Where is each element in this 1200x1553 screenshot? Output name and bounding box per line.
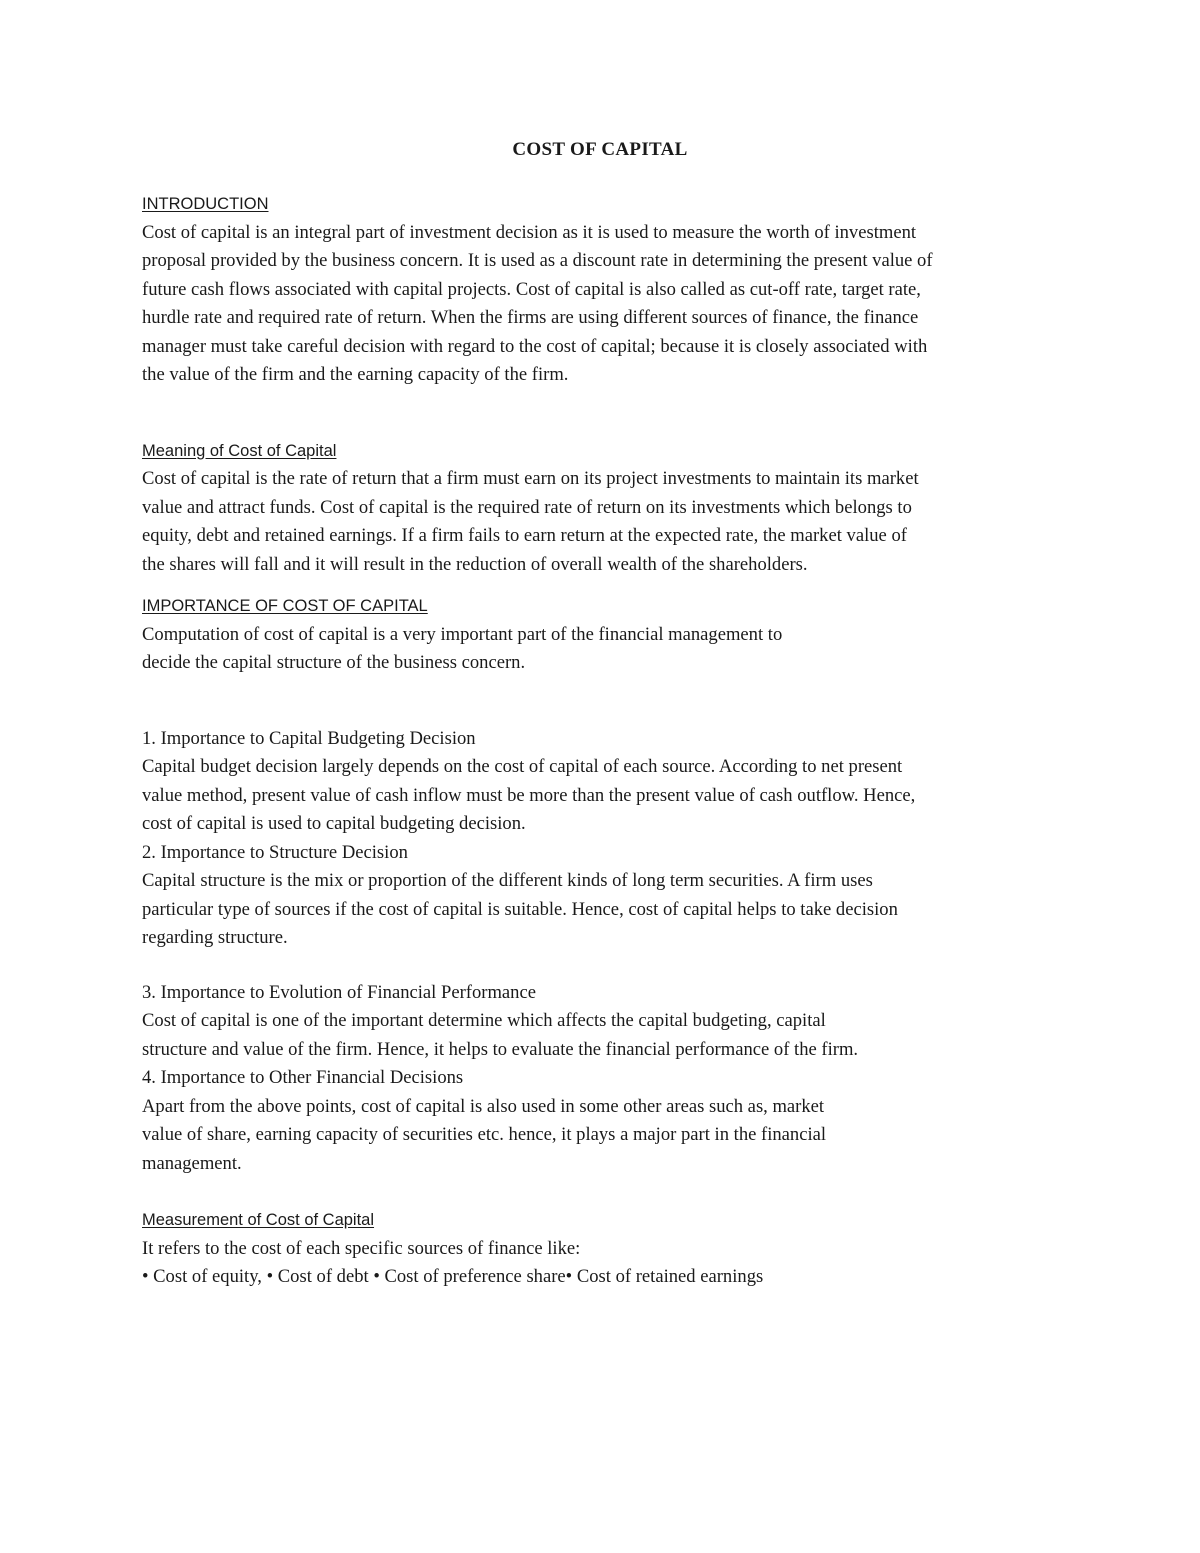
measurement-heading: Measurement of Cost of Capital bbox=[142, 1211, 375, 1229]
paragraph-line: particular type of sources if the cost of capital is suitable. Hence, cost of capital helps to take decision bbox=[142, 898, 898, 920]
introduction-paragraph bbox=[142, 219, 1072, 390]
paragraph-line: Capital structure is the mix or proportion of the different kinds of long term securities. A firm uses bbox=[142, 870, 873, 891]
document-body bbox=[142, 190, 1072, 1292]
importance-item-4 bbox=[142, 1064, 1072, 1178]
importance-item-heading: 4. Importance to Other Financial Decisions bbox=[142, 1067, 464, 1088]
bullet-line: • Cost of equity, • Cost of debt • Cost of preference share• Cost of retained earnings bbox=[142, 1266, 764, 1287]
paragraph-line: regarding structure. bbox=[142, 927, 288, 948]
spacer bbox=[142, 678, 1072, 725]
paragraph-line: Apart from the above points, cost of capital is also used in some other areas such as, market bbox=[142, 1095, 825, 1117]
spacer bbox=[142, 953, 1072, 966]
measurement-section bbox=[142, 1206, 1072, 1292]
paragraph-line: It refers to the cost of each specific sources of finance like: bbox=[142, 1237, 581, 1259]
meaning-paragraph bbox=[142, 465, 1072, 579]
importance-item-3 bbox=[142, 979, 1072, 1065]
paragraph-line: manager must take careful decision with regard to the cost of capital; because it is closely associated with bbox=[142, 335, 928, 357]
importance-heading: IMPORTANCE OF COST OF CAPITAL bbox=[142, 597, 428, 615]
spacer bbox=[142, 390, 1072, 437]
paragraph-line: hurdle rate and required rate of return. When the firms are using different sources of finance, the finance bbox=[142, 307, 919, 328]
importance-item-2 bbox=[142, 839, 1072, 953]
spacer bbox=[142, 966, 1072, 979]
paragraph-line: decide the capital structure of the business concern. bbox=[142, 652, 526, 673]
document-title: COST OF CAPITAL bbox=[512, 139, 688, 160]
paragraph-line: future cash flows associated with capital projects. Cost of capital is also called as cut-off rate, target rate, bbox=[142, 278, 921, 300]
importance-item-heading: 3. Importance to Evolution of Financial Performance bbox=[142, 981, 536, 1003]
importance-item-1 bbox=[142, 725, 1072, 839]
paragraph-line: Capital budget decision largely depends on the cost of capital of each source. According to net present bbox=[142, 756, 903, 777]
importance-item-heading: 1. Importance to Capital Budgeting Decision bbox=[142, 727, 476, 749]
paragraph-line: Computation of cost of capital is a very important part of the financial management to bbox=[142, 623, 783, 645]
paragraph-line: cost of capital is used to capital budgeting decision. bbox=[142, 813, 526, 834]
paragraph-line: equity, debt and retained earnings. If a firm fails to earn return at the expected rate, the market value of bbox=[142, 525, 907, 546]
spacer bbox=[142, 1178, 1072, 1206]
paragraph-line: management. bbox=[142, 1152, 242, 1174]
introduction-heading: INTRODUCTION bbox=[142, 195, 269, 213]
paragraph-line: the value of the firm and the earning capacity of the firm. bbox=[142, 364, 569, 385]
paragraph-line: Cost of capital is an integral part of investment decision as it is used to measure the worth of investment bbox=[142, 221, 917, 243]
paragraph-line: value of share, earning capacity of securities etc. hence, it plays a major part in the financial bbox=[142, 1124, 827, 1145]
importance-section bbox=[142, 592, 1072, 1178]
meaning-heading: Meaning of Cost of Capital bbox=[142, 441, 337, 460]
paragraph-line: value and attract funds. Cost of capital is the required rate of return on its investments which belongs to bbox=[142, 496, 912, 518]
paragraph-line: structure and value of the firm. Hence, it helps to evaluate the financial performance of the firm. bbox=[142, 1038, 859, 1060]
importance-item-heading: 2. Importance to Structure Decision bbox=[142, 841, 408, 863]
spacer bbox=[142, 579, 1072, 592]
paragraph-line: the shares will fall and it will result in the reduction of overall wealth of the shareholders. bbox=[142, 553, 808, 575]
measurement-paragraph bbox=[142, 1235, 1072, 1292]
paragraph-line: value method, present value of cash inflow must be more than the present value of cash outflow. Hence, bbox=[142, 784, 916, 806]
introduction-section bbox=[142, 190, 1072, 390]
meaning-section bbox=[142, 437, 1072, 580]
paragraph-line: Cost of capital is the rate of return that a firm must earn on its project investments to maintain its market bbox=[142, 468, 919, 489]
importance-paragraph bbox=[142, 621, 1072, 678]
paragraph-line: proposal provided by the business concern. It is used as a discount rate in determining the present value of bbox=[142, 250, 933, 271]
paragraph-line: Cost of capital is one of the important determine which affects the capital budgeting, capital bbox=[142, 1010, 826, 1031]
